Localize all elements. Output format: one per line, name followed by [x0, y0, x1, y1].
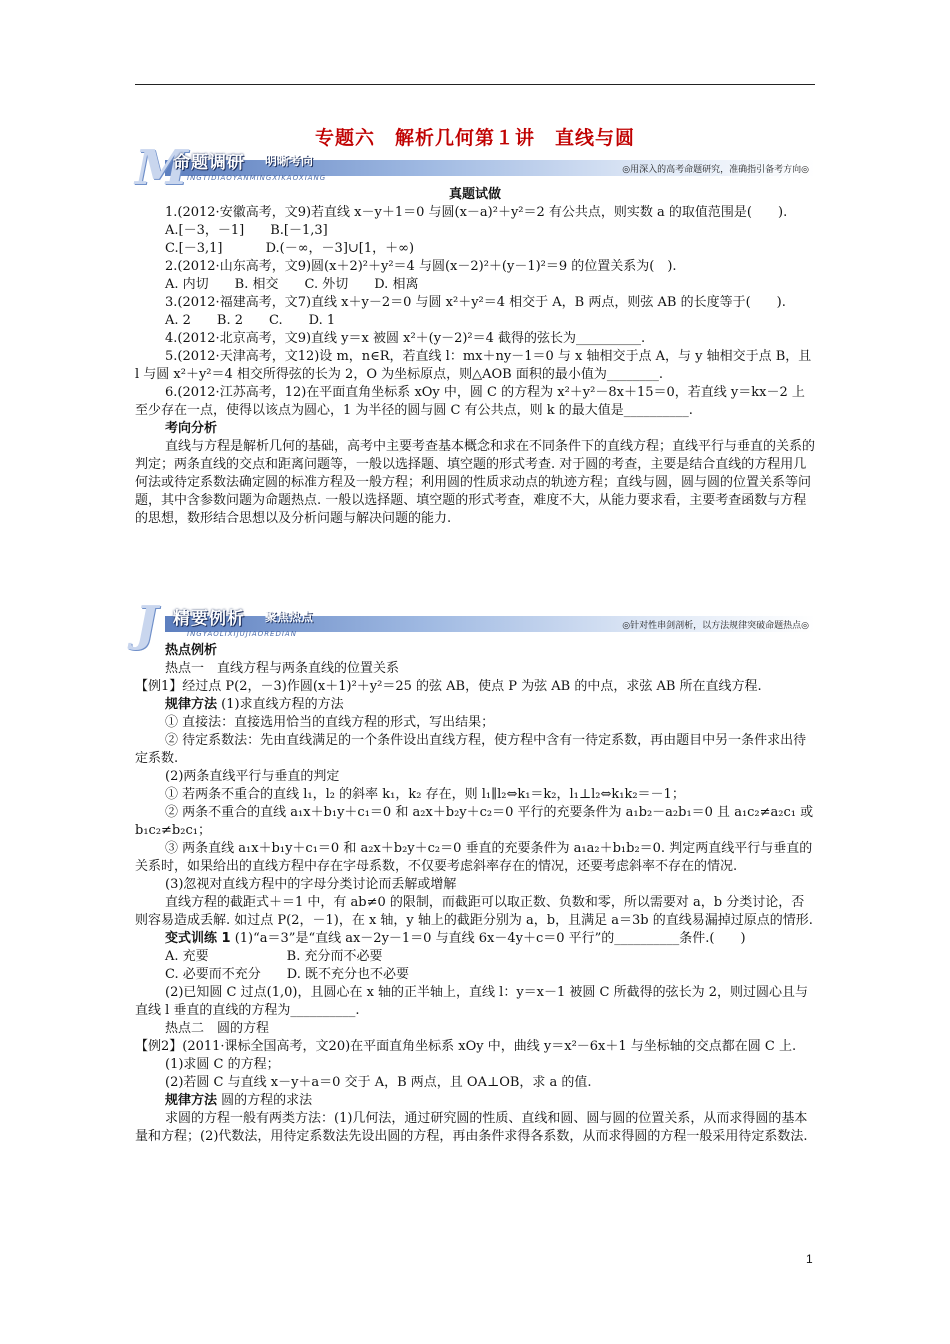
method-circle-title: 圆的方程的求法 — [217, 1093, 313, 1108]
example-2: 【例2】(2011·课标全国高考，文20)在平面直角坐标系 xOy 中，曲线 y＝x²－6x＋1 与坐标轴的交点都在圆 C 上. — [135, 1039, 797, 1054]
section-zhenti — [135, 186, 815, 528]
page-title: 专题六 解析几何第１讲 直线与圆 — [314, 127, 635, 149]
method-2-title: (2)两条直线平行与垂直的判定 — [165, 769, 340, 784]
example-1: 【例1】经过点 P(2，－3)作圆(x＋1)²＋y²＝25 的弦 AB，使点 P 为弦 AB 的中点，求弦 AB 所在直线方程. — [135, 679, 762, 694]
question-4: 4.(2012·北京高考，文9)直线 y＝x 被圆 x²＋(y－2)²＝4 截得的弦长为__________. — [165, 331, 646, 346]
method-1a: ① 直接法：直接选用恰当的直线方程的形式，写出结果； — [165, 715, 495, 730]
method-3a: 直线方程的截距式＋＝1 中，有 ab≠0 的限制，而截距可以取正数、负数和零，所以需要对 a，b 分类讨论，否则容易造成丢解. 如过点 P(2，－1)，在 x 轴，y 轴上的截距分别为 a，b，且满足 a＝3b 的直线易漏掉过原点的情形. — [135, 895, 813, 928]
section-heading: 热点例析 — [165, 643, 218, 658]
method-2c: ③ 两条直线 a₁x＋b₁y＋c₁＝0 和 a₂x＋b₂y＋c₂＝0 垂直的充要条件为 a₁a₂＋b₁b₂＝0. 判定两直线平行与垂直的关系时，如果给出的直线方程中存在字母系数，不仅要考虑斜率存在的情况，还要考虑斜率不存在的情况. — [135, 841, 813, 874]
method-1b: ② 待定系数法：先由直线满足的一个条件设出直线方程，使方程中含有一待定系数，再由题目中另一条件求出待定系数. — [135, 733, 807, 766]
question-2: 2.(2012·山东高考，文9)圆(x＋2)²＋y²＝4 与圆(x－2)²＋(y－1)²＝9 的位置关系为( ). — [165, 259, 677, 274]
question-3: 3.(2012·福建高考，文7)直线 x＋y－2＝0 与圆 x²＋y²＝4 相交于 A，B 两点，则弦 AB 的长度等于( ). — [165, 295, 786, 310]
method-3-title: (3)忽视对直线方程中的字母分类讨论而丢解或增解 — [165, 877, 457, 892]
section-redian — [135, 642, 815, 1146]
banner-sub-text: 明晰考向 — [265, 154, 314, 168]
banner-slogan: ◎针对性串剑剖析，以方法规律突破命题热点◎ — [622, 621, 809, 631]
hot-topic-2: 热点二 圆的方程 — [165, 1021, 270, 1036]
example-2-part-1: (1)求圆 C 的方程； — [165, 1057, 280, 1072]
banner-slogan: ◎用深入的高考命题研究，准确指引备考方向◎ — [622, 165, 809, 175]
hot-topic-1: 热点一 直线方程与两条直线的位置关系 — [165, 661, 400, 676]
banner-pinyin: INGTIDIAOYANMINGXIKAOXIANG — [187, 174, 327, 182]
banner-sub-text: 聚焦热点 — [265, 610, 314, 624]
analysis-text: 直线与方程是解析几何的基础，高考中主要考查基本概念和求在不同条件下的直线方程；直线平行与垂直的关系的判定；两条直线的交点和距离问题等，一般以选择题、填空题的形式考查. 对于圆的考查，主要是结合直线的方程用几何法或待定系数法确定圆的标准方程及一般方程；利用圆的性质求动点的轨迹方程；直线与圆，圆与圆的位置关系等问题，其中含参数问题为命题热点. 一般以选择题、填空题的形式考查，难度不大，从能力要求看，主要考查函数与方程的思想，数形结合思想以及分析问题与解决问题的能力. — [135, 439, 816, 526]
method-1-title: (1)求直线方程的方法 — [217, 697, 344, 712]
banner-main-text: 命题调研 — [173, 153, 245, 173]
banner-main-text: 精要例析 — [173, 609, 245, 629]
training-1-options-c: C. 必要而不充分 D. 既不充分也不必要 — [165, 967, 409, 982]
example-2-part-2: (2)若圆 C 与直线 x－y＋a＝0 交于 A，B 两点，且 OA⊥OB，求 a 的值. — [165, 1075, 592, 1090]
method-label: 规律方法 — [165, 697, 218, 712]
training-1-options-a: A. 充要 B. 充分而不必要 — [165, 949, 383, 964]
question-1: 1.(2012·安徽高考，文9)若直线 x－y＋1＝0 与圆(x－a)²＋y²＝2 有公共点，则实数 a 的取值范围是( ). — [165, 205, 788, 220]
page-number: 1 — [806, 1252, 813, 1266]
banner-pinyin: INGYAOLIXIJUJIAOREDIAN — [187, 630, 297, 638]
method-2a: ① 若两条不重合的直线 l₁，l₂ 的斜率 k₁，k₂ 存在，则 l₁∥l₂⇔k₁＝k₂，l₁⊥l₂⇔k₁k₂＝－1； — [165, 787, 685, 802]
method-label: 规律方法 — [165, 1093, 218, 1108]
training-2: (2)已知圆 C 过点(1,0)，且圆心在 x 轴的正半轴上，直线 l：y＝x－1 被圆 C 所截得的弦长为 2，则过圆心且与直线 l 垂直的直线的方程为__________. — [135, 985, 809, 1018]
question-2-options: A. 内切 B. 相交 C. 外切 D. 相离 — [165, 277, 419, 292]
header-rule — [135, 84, 815, 85]
question-1-options-c: C.[－3,1] D.(－∞，－3]∪[1，＋∞) — [165, 241, 415, 256]
question-1-options-a: A.[－3，－1] B.[－1,3] — [165, 223, 328, 238]
question-6: 6.(2012·江苏高考，12)在平面直角坐标系 xOy 中，圆 C 的方程为 x²＋y²－8x＋15＝0，若直线 y＝kx－2 上至少存在一点，使得以该点为圆心，1 为半径的圆与圆 C 有公共点，则 k 的最大值是__________. — [135, 385, 805, 418]
training-1: (1)“a＝3”是“直线 ax－2y－1＝0 与直线 6x－4y＋c＝0 平行”的__________条件.( ) — [230, 931, 746, 946]
training-label: 变式训练 1 — [165, 931, 231, 946]
banner-letter: M — [135, 140, 189, 196]
method-circle-text: 求圆的方程一般有两类方法：(1)几何法，通过研究圆的性质、直线和圆、圆与圆的位置关系，从而求得圆的基本量和方程；(2)代数法，用待定系数法先设出圆的方程，再由条件求得各系数，从而求得圆的方程一般采用待定系数法. — [135, 1111, 808, 1144]
section-heading: 真题试做 — [448, 187, 501, 202]
banner-letter: J — [135, 596, 158, 652]
analysis-heading: 考向分析 — [165, 421, 218, 436]
question-5: 5.(2012·天津高考，文12)设 m，n∈R，若直线 l：mx＋ny－1＝0 与 x 轴相交于点 A，与 y 轴相交于点 B，且 l 与圆 x²＋y²＝4 相交所得弦的长为 2，O 为坐标原点，则△AOB 面积的最小值为________. — [135, 349, 812, 382]
question-3-options: A. 2 B. 2 C. D. 1 — [165, 313, 336, 328]
method-2b: ② 两条不重合的直线 a₁x＋b₁y＋c₁＝0 和 a₂x＋b₂y＋c₂＝0 平行的充要条件为 a₁b₂－a₂b₁＝0 且 a₁c₂≠a₂c₁ 或 b₁c₂≠b₂c₁； — [135, 805, 814, 838]
